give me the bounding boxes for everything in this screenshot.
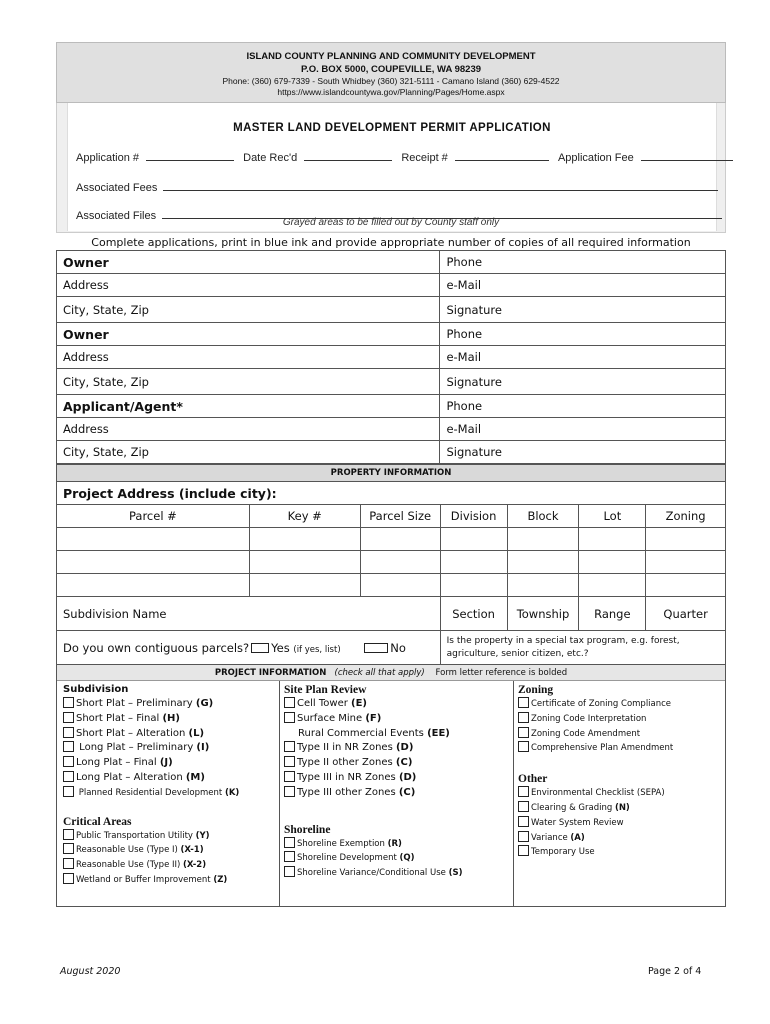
checkbox[interactable]: [284, 786, 295, 797]
checkbox-label: Temporary Use: [531, 847, 595, 858]
zoning-list: [518, 697, 724, 756]
owner-2-address[interactable]: Address: [57, 346, 440, 369]
checkbox[interactable]: [518, 712, 529, 723]
checkbox-item[interactable]: [518, 816, 724, 831]
property-table: [56, 464, 726, 665]
checkbox-item[interactable]: [284, 727, 513, 742]
checkbox-label: Wetland or Buffer Improvement: [76, 874, 214, 885]
checkbox-label: Long Plat – Preliminary: [76, 742, 197, 754]
zoning-title: Zoning: [518, 684, 554, 696]
site-plan-list: [284, 697, 513, 801]
form-letter-code: (E): [351, 698, 368, 709]
checkbox-label: Water System Review: [531, 817, 624, 828]
col-lot: Lot: [579, 505, 646, 528]
owner-2-signature[interactable]: Signature: [440, 369, 726, 395]
checkbox[interactable]: [518, 831, 529, 842]
checkbox[interactable]: [284, 837, 295, 848]
form-letter-code: (I): [196, 742, 210, 754]
property-info-header: PROPERTY INFORMATION: [57, 465, 726, 482]
checkbox-label: Type III other Zones: [297, 786, 399, 798]
checkbox-item[interactable]: [63, 756, 279, 771]
checkbox-item[interactable]: [518, 727, 724, 742]
checkbox-item[interactable]: [63, 771, 279, 786]
associated-fees-label: Associated Fees: [76, 182, 158, 194]
form-letter-code: (M): [185, 771, 205, 783]
checkbox[interactable]: [284, 712, 295, 723]
form-letter-code: (D): [395, 742, 414, 754]
date-recd-label: Date Rec'd: [243, 152, 298, 164]
receipt-field[interactable]: [455, 152, 549, 161]
parcel-row: [57, 551, 726, 574]
checkbox[interactable]: [518, 786, 529, 797]
yes-checkbox[interactable]: [251, 643, 269, 653]
checkbox[interactable]: [518, 845, 529, 856]
checkbox-label: Shoreline Variance/Conditional Use: [297, 868, 449, 879]
project-info-header: [57, 665, 725, 681]
application-number-field[interactable]: [146, 152, 234, 161]
form-letter-code: (L): [188, 727, 205, 739]
checkbox-label: Shoreline Exemption: [297, 838, 388, 849]
ref-note: Form letter reference is bolded: [435, 668, 568, 678]
checkbox-item[interactable]: [63, 727, 279, 742]
form-letter-code: (N): [614, 802, 630, 813]
checkbox-label: Reasonable Use (Type II): [76, 860, 184, 871]
checkbox-item[interactable]: [284, 851, 513, 866]
staff-row-2: [76, 182, 718, 194]
column-zoning-other: [514, 681, 724, 906]
checkbox-label: Public Transportation Utility: [76, 830, 196, 841]
owner-1-heading: Owner: [57, 251, 440, 274]
application-number-label: Application #: [76, 152, 139, 164]
special-tax-question: Is the property in a special tax program, e.g. forest, agriculture, senior citizen, etc.?: [440, 631, 725, 665]
checkbox-label: Surface Mine: [297, 712, 366, 724]
checkbox[interactable]: [518, 801, 529, 812]
form-letter-code: (X-1): [180, 845, 204, 856]
subdivision-title: Subdivision: [63, 684, 129, 695]
shoreline-list: [284, 837, 513, 881]
checkbox[interactable]: [284, 756, 295, 767]
checkbox-item[interactable]: [63, 712, 279, 727]
associated-fees-field[interactable]: [163, 182, 718, 191]
checkbox[interactable]: [63, 786, 74, 797]
form-letter-code: (X-2): [183, 860, 207, 871]
checkbox[interactable]: [63, 712, 74, 723]
checkbox-label: Planned Residential Development: [76, 787, 225, 798]
critical-areas-title: Critical Areas: [63, 815, 132, 828]
checkbox-label: Type III in NR Zones: [297, 771, 399, 783]
checkbox-label: Type II in NR Zones: [297, 742, 396, 754]
checkbox-label: Long Plat – Alteration: [76, 771, 186, 783]
checkbox-label: Comprehensive Plan Amendment: [531, 743, 674, 754]
col-key: Key #: [249, 505, 360, 528]
checkbox[interactable]: [63, 771, 74, 782]
owner-1-phone[interactable]: Phone: [440, 251, 726, 274]
date-recd-field[interactable]: [304, 152, 392, 161]
checkbox-item[interactable]: [518, 801, 724, 816]
other-list: [518, 786, 724, 860]
contiguous-parcels-row: [57, 631, 441, 665]
checkbox-label: Cell Tower: [297, 698, 352, 709]
col-block: Block: [507, 505, 579, 528]
checkbox-item[interactable]: [63, 843, 279, 858]
col-division: Division: [440, 505, 507, 528]
owner-1-address[interactable]: Address: [57, 274, 440, 297]
checkbox[interactable]: [284, 771, 295, 782]
checkbox-item[interactable]: [284, 771, 513, 786]
checkbox-label: Zoning Code Amendment: [531, 728, 641, 739]
form-letter-code: (R): [387, 838, 402, 849]
checkbox-label: Zoning Code Interpretation: [531, 713, 647, 724]
checkbox[interactable]: [63, 843, 74, 854]
applicant-address[interactable]: Address: [57, 418, 440, 441]
township-field[interactable]: Township: [507, 597, 579, 631]
checkbox[interactable]: [63, 756, 74, 767]
checkbox[interactable]: [518, 727, 529, 738]
no-checkbox[interactable]: [364, 643, 388, 653]
yes-label: Yes: [271, 640, 290, 655]
checkbox-item[interactable]: [63, 741, 279, 756]
owner-2-email[interactable]: e-Mail: [440, 346, 726, 369]
range-field[interactable]: Range: [579, 597, 646, 631]
checkbox-item[interactable]: [63, 873, 279, 888]
subdivision-list: [63, 697, 279, 801]
footer-date: August 2020: [60, 966, 121, 977]
checkbox[interactable]: [284, 866, 295, 877]
checkbox-item[interactable]: [284, 786, 513, 801]
applicant-signature[interactable]: Signature: [440, 441, 726, 464]
checkbox-label: Short Plat – Preliminary: [76, 698, 196, 709]
header-line-1: ISLAND COUNTY PLANNING AND COMMUNITY DEVELOPMENT: [246, 51, 536, 62]
checkbox[interactable]: [518, 741, 529, 752]
checkbox-item[interactable]: [518, 786, 724, 801]
checkbox[interactable]: [63, 873, 74, 884]
form-letter-code: (Z): [213, 874, 228, 885]
applicant-city[interactable]: City, State, Zip: [57, 441, 440, 464]
checkbox[interactable]: [518, 816, 529, 827]
checkbox[interactable]: [284, 697, 295, 708]
checkbox-label: Clearing & Grading: [531, 802, 615, 813]
col-parcel-size: Parcel Size: [360, 505, 440, 528]
footer-page: Page 2 of 4: [648, 966, 702, 977]
checkbox-item[interactable]: [284, 741, 513, 756]
checkbox-item[interactable]: [284, 837, 513, 852]
checkbox-item[interactable]: [518, 831, 724, 846]
checkbox[interactable]: [63, 727, 74, 738]
column-subdivision-critical: [63, 681, 279, 906]
project-address-field[interactable]: Project Address (include city):: [57, 482, 726, 505]
checkbox[interactable]: [63, 697, 74, 708]
form-page: [56, 42, 726, 907]
checkbox-item[interactable]: [284, 697, 513, 712]
checkbox[interactable]: [518, 697, 529, 708]
checkbox-label: Certificate of Zoning Compliance: [531, 699, 672, 709]
applicant-heading: Applicant/Agent*: [57, 395, 440, 418]
staff-row-1: [76, 152, 733, 164]
checkbox[interactable]: [63, 829, 74, 840]
checkbox-label: Rural Commercial Events: [298, 727, 428, 739]
owner-1-signature[interactable]: Signature: [440, 297, 726, 323]
header-line-2: P.O. BOX 5000, COUPEVILLE, WA 98239: [300, 64, 482, 75]
checkbox-item[interactable]: [518, 712, 724, 727]
associated-files-label: Associated Files: [76, 210, 157, 222]
yes-note: (if yes, list): [293, 644, 341, 655]
applicant-email[interactable]: e-Mail: [440, 418, 726, 441]
contact-table: [56, 250, 726, 464]
critical-areas-list: [63, 829, 279, 888]
form-letter-code: (S): [448, 868, 463, 879]
checkbox-label: Environmental Checklist (SEPA): [531, 788, 665, 799]
checkbox-item[interactable]: [518, 697, 724, 712]
form-letter-code: (J): [159, 757, 173, 769]
form-letter-code: (EE): [427, 727, 450, 739]
grayed-note: Grayed areas to be filled out by County staff only: [282, 217, 500, 228]
checkbox[interactable]: [284, 851, 295, 862]
checkbox-item[interactable]: [518, 741, 724, 756]
form-letter-code: (D): [398, 771, 417, 783]
project-information: [56, 665, 726, 907]
form-letter-code: (C): [398, 786, 416, 798]
owner-2-heading: Owner: [57, 323, 440, 346]
application-fee-field[interactable]: [641, 152, 733, 161]
section-field[interactable]: Section: [440, 597, 507, 631]
no-label: No: [390, 640, 406, 655]
parcel-row: [57, 528, 726, 551]
form-letter-code: (Q): [399, 853, 415, 864]
checkbox-item[interactable]: [284, 712, 513, 727]
owner-2-city[interactable]: City, State, Zip: [57, 369, 440, 395]
form-letter-code: (A): [570, 832, 585, 843]
check-note: (check all that apply): [334, 668, 425, 678]
checkbox-label: Short Plat – Final: [76, 712, 163, 724]
form-letter-code: (Y): [195, 830, 210, 841]
form-title: MASTER LAND DEVELOPMENT PERMIT APPLICATION: [233, 122, 551, 134]
checkbox-item[interactable]: [63, 697, 279, 712]
parcel-row: [57, 574, 726, 597]
instructions: Complete applications, print in blue ink and provide appropriate number of copies of all required information: [91, 236, 691, 249]
col-parcel: Parcel #: [57, 505, 250, 528]
checkbox-label: Shoreline Development: [297, 853, 400, 864]
checkbox-label: Reasonable Use (Type I): [76, 845, 181, 856]
checkbox[interactable]: [63, 858, 74, 869]
header-url: https://www.islandcountywa.gov/Planning/Pages/Home.aspx: [277, 87, 505, 97]
shoreline-title: Shoreline: [284, 823, 331, 836]
checkbox-label: Short Plat – Alteration: [76, 727, 189, 739]
application-fee-label: Application Fee: [557, 152, 634, 164]
checkbox-label: Type II other Zones: [297, 757, 396, 769]
project-info-title: PROJECT INFORMATION: [214, 668, 327, 678]
form-letter-code: (H): [162, 712, 180, 724]
checkbox[interactable]: [284, 741, 295, 752]
owner-2-phone[interactable]: Phone: [440, 323, 726, 346]
quarter-field[interactable]: Quarter: [646, 597, 726, 631]
receipt-label: Receipt #: [401, 152, 448, 164]
checkbox-label: Long Plat – Final: [76, 757, 160, 769]
site-plan-title: Site Plan Review: [284, 684, 367, 696]
checkbox-label: Variance: [531, 832, 571, 843]
owner-1-city[interactable]: City, State, Zip: [57, 297, 440, 323]
contiguous-question: Do you own contiguous parcels?: [63, 640, 250, 655]
column-siteplan-shoreline: [279, 681, 514, 906]
subdivision-name-field[interactable]: Subdivision Name: [57, 597, 441, 631]
other-title: Other: [518, 773, 548, 786]
county-header: [56, 42, 726, 103]
col-zoning: Zoning: [646, 505, 726, 528]
checkbox-item[interactable]: [518, 845, 724, 860]
staff-only-area: [56, 103, 726, 233]
applicant-phone[interactable]: Phone: [440, 395, 726, 418]
checkbox[interactable]: [63, 741, 74, 752]
owner-1-email[interactable]: e-Mail: [440, 274, 726, 297]
checkbox-item[interactable]: [63, 858, 279, 873]
checkbox-item[interactable]: [63, 829, 279, 844]
checkbox-item[interactable]: [284, 866, 513, 881]
form-letter-code: (K): [224, 787, 240, 798]
checkbox-item[interactable]: [63, 786, 279, 801]
checkbox-item[interactable]: [284, 756, 513, 771]
header-line-3: Phone: (360) 679-7339 - South Whidbey (360) 321-5111 - Camano Island (360) 629-4522: [222, 76, 560, 86]
form-letter-code: (F): [365, 712, 382, 724]
form-letter-code: (C): [395, 757, 413, 769]
form-letter-code: (G): [195, 698, 214, 709]
